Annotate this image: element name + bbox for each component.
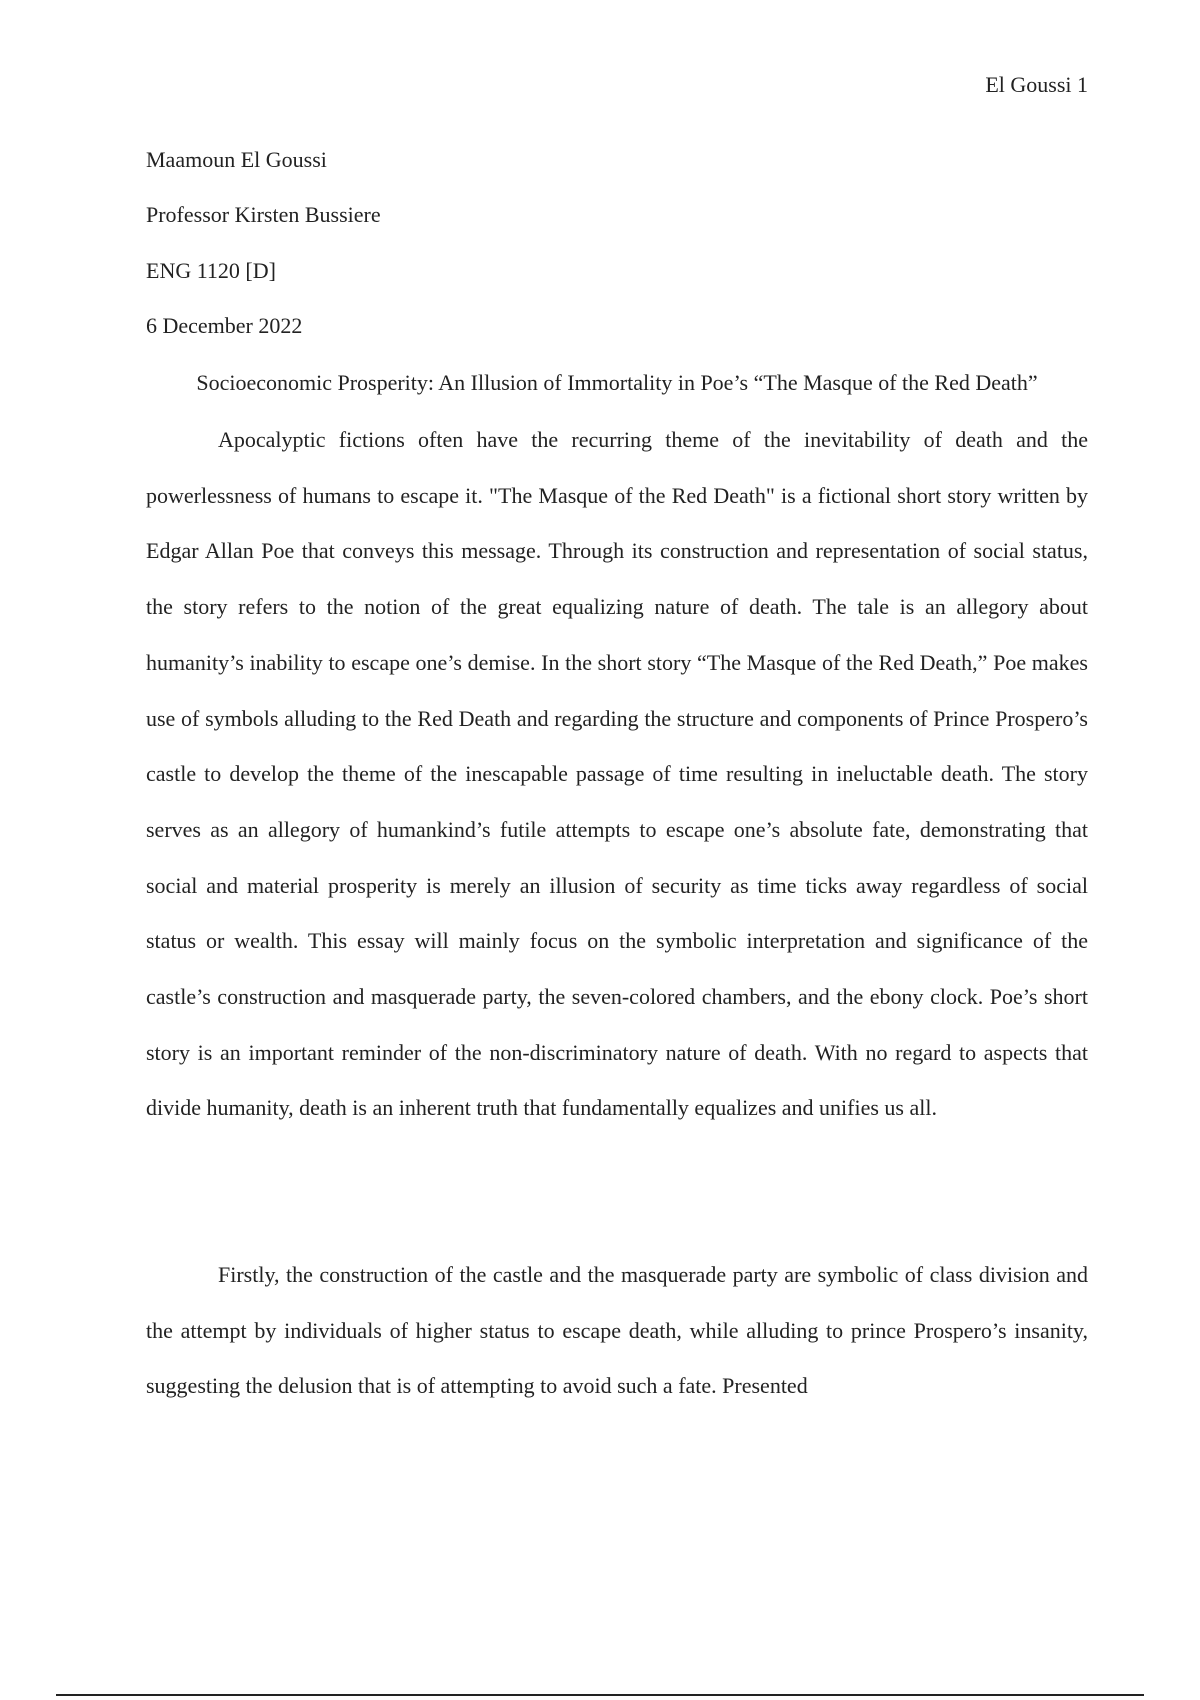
professor-name: Professor Kirsten Bussiere [146, 202, 381, 227]
course-code: ENG 1120 [D] [146, 258, 276, 283]
student-name: Maamoun El Goussi [146, 147, 327, 172]
essay-date: 6 December 2022 [146, 313, 303, 338]
running-head: El Goussi 1 [985, 72, 1088, 97]
essay-title: Socioeconomic Prosperity: An Illusion of Immortality in Poe’s “The Masque of the Red Death” [196, 370, 1038, 395]
body-paragraph-2: Firstly, the construction of the castle and the masquerade party are symbolic of class division and the attempt by individuals of higher status to escape death, while alluding to prince Prospero’s insanity, suggesting the delusion that is of attempting to avoid such a fate. Presented [146, 1262, 1088, 1399]
page-bottom-rule [56, 1694, 1144, 1696]
body-paragraph-1: Apocalyptic fictions often have the recurring theme of the inevitability of death and the powerlessness of humans to escape it. "The Masque of the Red Death" is a fictional short story written by Edgar Allan Poe that conveys this message. Through its construction and representation of social status, the story refers to the notion of the great equalizing nature of death. The tale is an allegory about humanity’s inability to escape one’s demise. In the short story “The Masque of the Red Death,” Poe makes use of symbols alluding to the Red Death and regarding the structure and components of Prince Prospero’s castle to develop the theme of the inescapable passage of time resulting in ineluctable death. The story serves as an allegory of humankind’s futile attempts to escape one’s absolute fate, demonstrating that social and material prosperity is merely an illusion of security as time ticks away regardless of social status or wealth. This essay will mainly focus on the symbolic interpretation and significance of the castle’s construction and masquerade party, the seven-colored chambers, and the ebony clock. Poe’s short story is an important reminder of the non-discriminatory nature of death. With no regard to aspects that divide humanity, death is an inherent truth that fundamentally equalizes and unifies us all. [146, 427, 1088, 1121]
